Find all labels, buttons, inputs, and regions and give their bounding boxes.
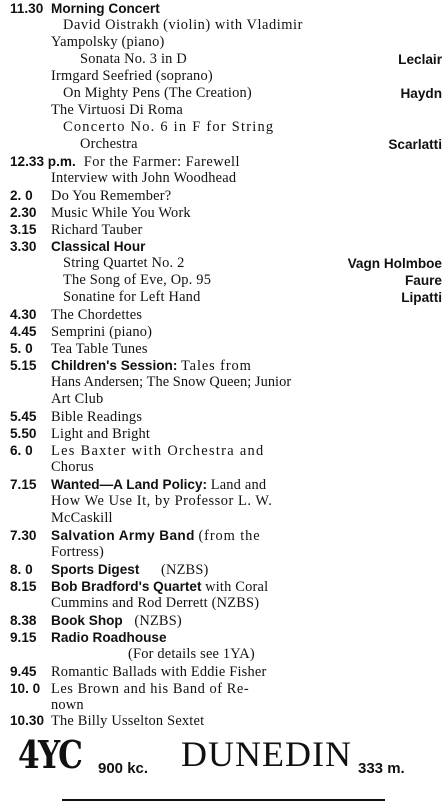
entry-title: Morning Concert [51, 1, 160, 16]
entry-title: Book Shop [51, 613, 123, 628]
entry-time: 7.30 [10, 528, 37, 543]
programme-detail [10, 544, 442, 561]
detail-text: How We Use It, by Professor L. W. [51, 493, 273, 509]
composer-name: Haydn [400, 86, 442, 101]
programme-detail [10, 102, 442, 119]
entry-time: 5. 0 [10, 341, 33, 356]
entry-time: 8.38 [10, 613, 37, 628]
detail-text: Hans Andersen; The Snow Queen; Junior [51, 374, 292, 390]
programme-detail [10, 595, 442, 612]
entry-text: Romantic Ballads with Eddie Fisher [51, 664, 267, 680]
entry-text: (NZBS) [160, 562, 209, 578]
entry-title: Salvation Army Band [51, 528, 195, 543]
entry-time: 3.15 [10, 222, 37, 237]
entry-time: 4.30 [10, 307, 37, 322]
entry-time: 10.30 [10, 713, 45, 728]
detail-text: The Song of Eve, Op. 95 [63, 272, 212, 288]
programme-detail [10, 374, 442, 391]
detail-text: On Mighty Pens (The Creation) [63, 85, 252, 101]
composer-name: Vagn Holmboe [347, 256, 442, 271]
wavelength: 333 m. [358, 760, 405, 777]
detail-text: Cummins and Rod Derrett (NZBS) [51, 595, 260, 611]
programme-detail [10, 255, 442, 272]
entry-time: 5.50 [10, 426, 37, 441]
detail-text: David Oistrakh (violin) with Vladimir [63, 17, 303, 33]
programme-detail [10, 34, 442, 51]
entry-time: 8. 0 [10, 562, 33, 577]
entry-text: Do You Remember? [51, 188, 172, 204]
entry-text: (NZBS) [134, 613, 182, 629]
entry-text: Music While You Work [51, 205, 191, 221]
entry-text: The Billy Usselton Sextet [51, 713, 205, 729]
programme-entry [10, 425, 442, 442]
programme-entry [10, 340, 442, 357]
programme-entry [10, 357, 442, 374]
station-city: DUNEDIN [181, 734, 352, 774]
entry-text: Richard Tauber [51, 222, 143, 238]
entry-text: Semprini (piano) [51, 324, 153, 340]
detail-text: Concerto No. 6 in F for String [63, 119, 275, 135]
entry-title: Wanted—A Land Policy: [51, 477, 208, 492]
programme-detail [10, 51, 442, 68]
detail-text: Sonata No. 3 in D [80, 51, 187, 67]
detail-text: Fortress) [51, 544, 104, 560]
entry-title: Children's Session: [51, 358, 178, 373]
programme-entry [10, 306, 442, 323]
entry-time: 8.15 [10, 579, 37, 594]
detail-text: Interview with John Woodhead [51, 170, 237, 186]
entry-time: 9.15 [10, 630, 37, 645]
detail-text: Chorus [51, 459, 94, 475]
entry-text: Bible Readings [51, 409, 143, 425]
detail-text: Irmgard Seefried (soprano) [51, 68, 213, 84]
entry-title: Bob Bradford's Quartet [51, 579, 202, 594]
detail-text: Yampolsky (piano) [51, 34, 165, 50]
programme-entry [10, 0, 442, 17]
detail-text: (For details see 1YA) [128, 646, 255, 662]
composer-name: Lipatti [401, 290, 442, 305]
entry-text: with Coral [205, 579, 269, 595]
entry-text: Land and [210, 477, 267, 493]
programme-entry [10, 153, 442, 170]
programme-detail [10, 85, 442, 102]
programme-entry [10, 612, 442, 629]
entry-time: 2.30 [10, 205, 37, 220]
programme-entry [10, 629, 442, 646]
entry-time: 5.45 [10, 409, 37, 424]
detail-text: The Virtuosi Di Roma [51, 102, 183, 118]
programme-detail [10, 391, 442, 408]
entry-text: For the Farmer: Farewell [83, 154, 241, 170]
entry-time: 5.15 [10, 358, 37, 373]
programme-entry [10, 663, 442, 680]
entry-title: Classical Hour [51, 239, 146, 254]
programme-detail [10, 136, 442, 153]
entry-time: 10. 0 [10, 681, 41, 696]
divider-rule [62, 799, 385, 801]
programme-detail [10, 170, 442, 187]
programme-entry [10, 221, 442, 238]
programme-detail [10, 289, 442, 306]
programme-entry [10, 561, 442, 578]
station-heading [0, 730, 448, 806]
entry-time: 2. 0 [10, 188, 33, 203]
entry-text: Light and Bright [51, 426, 151, 442]
programme-entry [10, 204, 442, 221]
programme-detail [10, 510, 442, 527]
detail-text: Orchestra [80, 136, 138, 152]
detail-text: nown [51, 697, 84, 713]
programme-entry [10, 408, 442, 425]
entry-text: Les Baxter with Orchestra and [51, 443, 265, 459]
programme-detail [10, 493, 442, 510]
entry-time: 7.15 [10, 477, 37, 492]
programme-detail [10, 119, 442, 136]
programme-detail [10, 646, 442, 663]
entry-title: Radio Roadhouse [51, 630, 167, 645]
entry-text: Tales from [180, 358, 252, 374]
entry-time: 3.30 [10, 239, 37, 254]
programme-entry [10, 712, 442, 729]
composer-name: Scarlatti [388, 137, 442, 152]
entry-time: 6. 0 [10, 443, 33, 458]
composer-name: Faure [404, 273, 442, 288]
entry-time: 9.45 [10, 664, 37, 679]
detail-text: Sonatine for Left Hand [63, 289, 201, 305]
entry-time: 12.33 p.m. [10, 154, 76, 169]
detail-text: McCaskill [51, 510, 113, 526]
programme-detail [10, 17, 442, 34]
programme-entry [10, 578, 442, 595]
programme-detail [10, 68, 442, 85]
entry-text: Tea Table Tunes [51, 341, 148, 357]
programme-entry [10, 187, 442, 204]
programme-detail [10, 459, 442, 476]
entry-time: 11.30 [10, 1, 44, 16]
programme-entry [10, 238, 442, 255]
entry-text: (from the [198, 528, 261, 544]
frequency: 900 kc. [98, 760, 149, 777]
entry-text: Les Brown and his Band of Re- [51, 681, 250, 697]
entry-title: Sports Digest [51, 562, 140, 577]
programme-entry [10, 680, 442, 697]
detail-text: String Quartet No. 2 [63, 255, 185, 271]
composer-name: Leclair [398, 52, 442, 67]
entry-time: 4.45 [10, 324, 37, 339]
programme-entry [10, 476, 442, 493]
entry-text: The Chordettes [51, 307, 143, 323]
detail-text: Art Club [51, 391, 104, 407]
programme-detail [10, 272, 442, 289]
programme-entry [10, 527, 442, 544]
call-sign: 4YC [18, 732, 82, 777]
programme-entry [10, 323, 442, 340]
programme-entry [10, 442, 442, 459]
